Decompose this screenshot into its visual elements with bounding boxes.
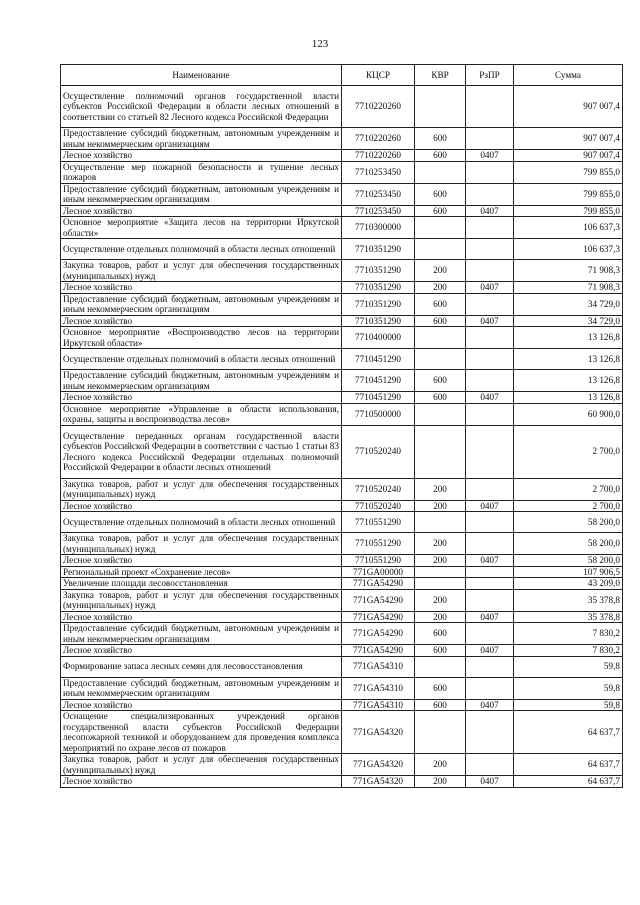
row-sum: 34 729,0 [514,293,623,315]
row-kvr: 600 [415,315,466,327]
row-code: 7710520240 [342,478,415,500]
row-kvr: 600 [415,392,466,404]
table-row [61,239,623,260]
table-row [61,349,623,370]
row-code: 7710451290 [342,370,415,392]
row-kvr [415,566,466,578]
row-code: 771GA00000 [342,566,415,578]
row-kvr: 200 [415,555,466,567]
row-rzpr: 0407 [466,776,514,788]
row-name: Осуществление мер пожарной безопасности и тушение лесных пожаров [61,161,342,183]
row-sum: 43 209,0 [514,578,623,590]
table-row [61,555,623,567]
row-rzpr: 0407 [466,392,514,404]
table-row [61,205,623,217]
row-kvr: 600 [415,677,466,699]
row-sum: 13 126,8 [514,327,623,349]
row-rzpr: 0407 [466,150,514,162]
row-kvr: 600 [415,128,466,150]
row-rzpr: 0407 [466,645,514,657]
row-code: 771GA54290 [342,623,415,645]
row-name: Лесное хозяйство [61,315,342,327]
table-row [61,478,623,500]
row-code: 771GA54290 [342,589,415,611]
row-name: Формирование запаса лесных семян для лесовосстановления [61,656,342,677]
row-rzpr [466,128,514,150]
row-name: Лесное хозяйство [61,776,342,788]
row-sum: 71 908,3 [514,260,623,282]
row-name: Закупка товаров, работ и услуг для обеспечения государственных (муниципальных) нужд [61,533,342,555]
row-kvr: 200 [415,260,466,282]
row-rzpr: 0407 [466,555,514,567]
row-rzpr [466,217,514,239]
row-sum: 106 637,3 [514,239,623,260]
table-row [61,392,623,404]
row-rzpr: 0407 [466,699,514,711]
row-name: Предоставление субсидий бюджетным, автономным учреждениям и иным некоммерческим организациям [61,183,342,205]
row-rzpr [466,260,514,282]
row-sum: 64 637,7 [514,776,623,788]
table-row [61,425,623,478]
row-name: Предоставление субсидий бюджетным, автономным учреждениям и иным некоммерческим организациям [61,293,342,315]
table-row [61,500,623,512]
row-rzpr [466,711,514,754]
row-sum: 2 700,0 [514,425,623,478]
row-code: 7710220260 [342,150,415,162]
row-name: Оснащение специализированных учреждений органов государственной власти субъектов Российской Федерации лесопожарной техникой и оборудованием для проведения комплекса мероприятий по охране лесов от пожаров [61,711,342,754]
row-sum: 64 637,7 [514,754,623,776]
row-kvr: 600 [415,150,466,162]
table-row [61,327,623,349]
row-name: Осуществление отдельных полномочий в области лесных отношений [61,349,342,370]
row-rzpr [466,677,514,699]
row-kvr: 600 [415,699,466,711]
row-sum: 59,8 [514,699,623,711]
row-kvr: 200 [415,589,466,611]
row-kvr: 200 [415,533,466,555]
row-name: Закупка товаров, работ и услуг для обеспечения государственных (муниципальных) нужд [61,478,342,500]
row-sum: 35 378,8 [514,589,623,611]
row-rzpr: 0407 [466,282,514,294]
table-header-row [61,65,623,86]
header-code: КЦСР [342,65,415,86]
table-row [61,370,623,392]
row-code: 7710351290 [342,260,415,282]
row-code: 771GA54310 [342,677,415,699]
row-sum: 58 200,0 [514,555,623,567]
budget-table [60,64,623,788]
table-row [61,754,623,776]
row-sum: 7 830,2 [514,623,623,645]
row-rzpr [466,656,514,677]
table-row [61,578,623,590]
row-sum: 2 700,0 [514,478,623,500]
row-kvr: 600 [415,205,466,217]
row-name: Предоставление субсидий бюджетным, автономным учреждениям и иным некоммерческим организациям [61,623,342,645]
row-rzpr [466,327,514,349]
row-name: Закупка товаров, работ и услуг для обеспечения государственных (муниципальных) нужд [61,589,342,611]
row-code: 7710300000 [342,217,415,239]
row-kvr: 200 [415,611,466,623]
table-row [61,293,623,315]
row-code: 7710520240 [342,425,415,478]
row-code: 771GA54290 [342,645,415,657]
row-kvr [415,656,466,677]
row-sum: 13 126,8 [514,392,623,404]
row-code: 7710253450 [342,205,415,217]
row-code: 771GA54310 [342,699,415,711]
row-name: Лесное хозяйство [61,555,342,567]
row-sum: 106 637,3 [514,217,623,239]
row-kvr: 600 [415,645,466,657]
row-name: Лесное хозяйство [61,392,342,404]
row-rzpr: 0407 [466,205,514,217]
row-rzpr [466,161,514,183]
row-code: 7710551290 [342,533,415,555]
row-code: 7710351290 [342,239,415,260]
row-sum: 34 729,0 [514,315,623,327]
row-code: 7710253450 [342,161,415,183]
row-sum: 60 900,0 [514,403,623,425]
row-rzpr: 0407 [466,500,514,512]
table-row [61,677,623,699]
row-kvr: 200 [415,478,466,500]
row-kvr [415,327,466,349]
row-kvr [415,349,466,370]
row-code: 7710400000 [342,327,415,349]
row-code: 7710351290 [342,293,415,315]
row-code: 7710351290 [342,282,415,294]
table-row [61,217,623,239]
table-row [61,533,623,555]
table-row [61,260,623,282]
row-name: Основное мероприятие «Управление в области использования, охраны, защиты и воспроизводства лесов» [61,403,342,425]
table-row [61,611,623,623]
row-kvr: 600 [415,293,466,315]
table-row [61,150,623,162]
row-sum: 2 700,0 [514,500,623,512]
row-kvr [415,578,466,590]
row-kvr [415,217,466,239]
row-rzpr [466,623,514,645]
table-row [61,512,623,533]
row-rzpr [466,293,514,315]
row-rzpr [466,425,514,478]
table-row [61,645,623,657]
row-name: Осуществление переданных органам государственной власти субъектов Российской Федерации в соответствии с частью 1 статьи 83 Лесного кодекса Российской Федерации отдельных полномочий Российской Федерации в области лесных отношений [61,425,342,478]
row-rzpr [466,349,514,370]
row-code: 771GA54290 [342,578,415,590]
page-number: 123 [311,38,329,50]
row-name: Закупка товаров, работ и услуг для обеспечения государственных (муниципальных) нужд [61,754,342,776]
row-name: Лесное хозяйство [61,645,342,657]
row-name: Лесное хозяйство [61,150,342,162]
header-kvr: КВР [415,65,466,86]
row-kvr [415,403,466,425]
row-sum: 907 007,4 [514,86,623,128]
row-sum: 58 200,0 [514,512,623,533]
row-rzpr [466,86,514,128]
row-sum: 907 007,4 [514,128,623,150]
row-code: 7710220260 [342,128,415,150]
row-kvr [415,512,466,533]
row-name: Увеличение площади лесовосстановления [61,578,342,590]
row-code: 7710451290 [342,349,415,370]
row-rzpr [466,578,514,590]
row-kvr: 600 [415,623,466,645]
row-name: Лесное хозяйство [61,205,342,217]
row-kvr: 200 [415,754,466,776]
table-row [61,589,623,611]
table-row [61,183,623,205]
row-code: 771GA54320 [342,776,415,788]
table-row [61,403,623,425]
row-sum: 799 855,0 [514,183,623,205]
row-kvr: 600 [415,370,466,392]
row-code: 7710220260 [342,86,415,128]
row-sum: 7 830,2 [514,645,623,657]
row-sum: 907 007,4 [514,150,623,162]
row-kvr [415,711,466,754]
row-kvr [415,425,466,478]
row-sum: 64 637,7 [514,711,623,754]
table-row [61,86,623,128]
row-code: 7710500000 [342,403,415,425]
table-row [61,656,623,677]
row-kvr: 600 [415,183,466,205]
row-name: Предоставление субсидий бюджетным, автономным учреждениям и иным некоммерческим организациям [61,677,342,699]
table-row [61,315,623,327]
row-name: Закупка товаров, работ и услуг для обеспечения государственных (муниципальных) нужд [61,260,342,282]
row-name: Региональный проект «Сохранение лесов» [61,566,342,578]
row-rzpr [466,403,514,425]
table-row [61,623,623,645]
row-name: Осуществление полномочий органов государственной власти субъектов Российской Федерации в области лесных отношений в соответствии со статьей 82 Лесного кодекса Российской Федерации [61,86,342,128]
row-sum: 799 855,0 [514,205,623,217]
row-name: Осуществление отдельных полномочий в области лесных отношений [61,239,342,260]
table-row [61,128,623,150]
row-name: Предоставление субсидий бюджетным, автономным учреждениям и иным некоммерческим организациям [61,370,342,392]
row-sum: 71 908,3 [514,282,623,294]
row-kvr [415,239,466,260]
row-rzpr [466,370,514,392]
row-kvr [415,86,466,128]
row-code: 771GA54310 [342,656,415,677]
row-name: Основное мероприятие «Воспроизводство лесов на территории Иркутской области» [61,327,342,349]
row-code: 771GA54320 [342,711,415,754]
table-row [61,566,623,578]
header-name: Наименование [61,65,342,86]
row-kvr: 200 [415,500,466,512]
row-code: 7710451290 [342,392,415,404]
row-sum: 13 126,8 [514,349,623,370]
header-sum: Сумма [514,65,623,86]
row-kvr: 200 [415,776,466,788]
row-rzpr [466,589,514,611]
row-sum: 107 906,5 [514,566,623,578]
row-rzpr [466,239,514,260]
row-sum: 35 378,8 [514,611,623,623]
row-rzpr: 0407 [466,611,514,623]
row-sum: 799 855,0 [514,161,623,183]
header-rzpr: РзПР [466,65,514,86]
table-row [61,161,623,183]
row-rzpr: 0407 [466,315,514,327]
row-rzpr [466,566,514,578]
row-rzpr [466,183,514,205]
row-code: 7710520240 [342,500,415,512]
row-kvr: 200 [415,282,466,294]
row-name: Лесное хозяйство [61,282,342,294]
row-sum: 59,8 [514,656,623,677]
table-row [61,282,623,294]
row-name: Осуществление отдельных полномочий в области лесных отношений [61,512,342,533]
row-code: 7710551290 [342,512,415,533]
row-code: 771GA54290 [342,611,415,623]
table-row [61,711,623,754]
row-sum: 13 126,8 [514,370,623,392]
row-name: Основное мероприятие «Защита лесов на территории Иркутской области» [61,217,342,239]
table-row [61,776,623,788]
row-code: 7710351290 [342,315,415,327]
row-name: Предоставление субсидий бюджетным, автономным учреждениям и иным некоммерческим организациям [61,128,342,150]
row-code: 771GA54320 [342,754,415,776]
row-sum: 59,8 [514,677,623,699]
row-rzpr [466,478,514,500]
row-name: Лесное хозяйство [61,611,342,623]
table-row [61,699,623,711]
row-code: 7710551290 [342,555,415,567]
row-name: Лесное хозяйство [61,699,342,711]
row-rzpr [466,754,514,776]
row-sum: 58 200,0 [514,533,623,555]
row-kvr [415,161,466,183]
row-rzpr [466,512,514,533]
row-rzpr [466,533,514,555]
row-name: Лесное хозяйство [61,500,342,512]
row-code: 7710253450 [342,183,415,205]
